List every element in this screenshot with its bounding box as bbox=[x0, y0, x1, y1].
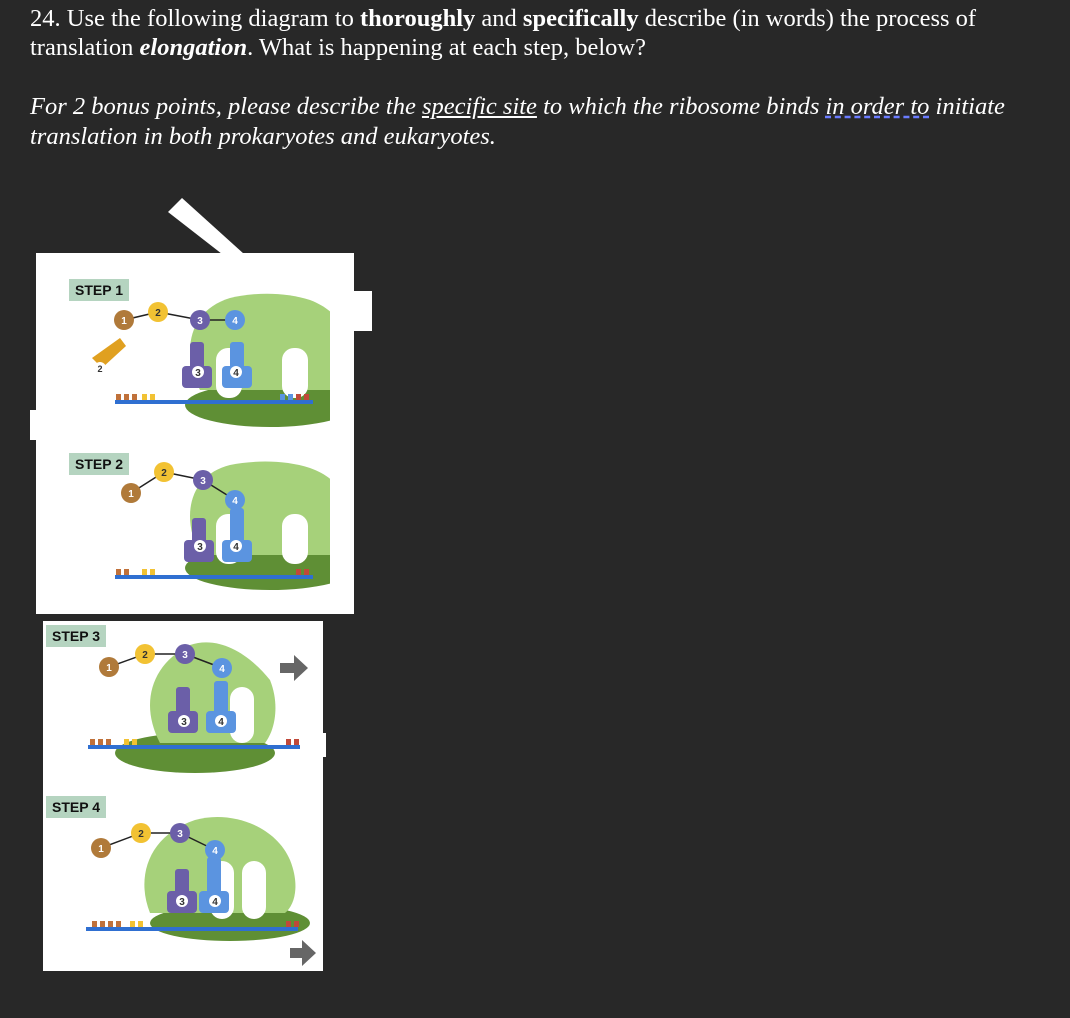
underline-in-order-to[interactable]: in order to bbox=[825, 93, 930, 120]
question-text: 24. Use the following diagram to thoroughly and specifically describe (in words) the process of translation elongation. What is happening at each step, below? bbox=[30, 5, 977, 61]
step-4-diagram bbox=[80, 805, 320, 970]
arrow-right-icon bbox=[290, 940, 316, 966]
svg-text:3: 3 bbox=[197, 542, 203, 553]
svg-text:2: 2 bbox=[138, 829, 144, 840]
svg-text:4: 4 bbox=[219, 664, 225, 675]
svg-text:4: 4 bbox=[232, 316, 238, 327]
step-2-diagram bbox=[80, 460, 330, 590]
arrow-right-icon bbox=[280, 655, 308, 681]
emphasis-thoroughly: thoroughly bbox=[360, 5, 476, 32]
svg-text:3: 3 bbox=[182, 650, 188, 661]
svg-text:2: 2 bbox=[142, 650, 148, 661]
step-1-diagram bbox=[80, 280, 330, 430]
emphasis-specifically: specifically bbox=[522, 5, 639, 32]
svg-text:4: 4 bbox=[218, 717, 224, 728]
svg-text:3: 3 bbox=[200, 476, 206, 487]
step-2-label: STEP 2 bbox=[69, 453, 129, 475]
underline-specific-site: specific site bbox=[421, 93, 537, 120]
svg-text:4: 4 bbox=[233, 368, 239, 379]
step-4-label: STEP 4 bbox=[46, 796, 106, 818]
trna-2-entering bbox=[92, 338, 126, 374]
svg-text:1: 1 bbox=[106, 663, 112, 674]
question-number: 24. bbox=[30, 5, 61, 32]
svg-text:2: 2 bbox=[161, 468, 167, 479]
svg-text:1: 1 bbox=[98, 844, 104, 855]
svg-text:4: 4 bbox=[232, 496, 238, 507]
svg-text:3: 3 bbox=[181, 717, 187, 728]
svg-text:1: 1 bbox=[128, 489, 134, 500]
svg-text:3: 3 bbox=[197, 316, 203, 327]
decorative-slash bbox=[160, 192, 250, 256]
svg-text:2: 2 bbox=[97, 364, 103, 374]
decorative-tab bbox=[352, 291, 372, 331]
svg-text:1: 1 bbox=[121, 316, 127, 327]
bonus-question: For 2 bonus points, please describe the specific site to which the ribosome binds in order to initiate translation in both prokaryotes and eukaryotes. bbox=[30, 93, 1005, 150]
svg-text:3: 3 bbox=[179, 897, 185, 908]
svg-text:4: 4 bbox=[212, 897, 218, 908]
svg-text:2: 2 bbox=[155, 308, 161, 319]
step-3-label: STEP 3 bbox=[46, 625, 106, 647]
step-1-label: STEP 1 bbox=[69, 279, 129, 301]
emphasis-elongation: elongation bbox=[139, 34, 248, 61]
svg-text:3: 3 bbox=[195, 368, 201, 379]
ribosome bbox=[144, 817, 310, 941]
svg-text:4: 4 bbox=[212, 846, 218, 857]
svg-text:4: 4 bbox=[233, 542, 239, 553]
svg-text:3: 3 bbox=[177, 829, 183, 840]
step-3-diagram bbox=[80, 635, 320, 775]
